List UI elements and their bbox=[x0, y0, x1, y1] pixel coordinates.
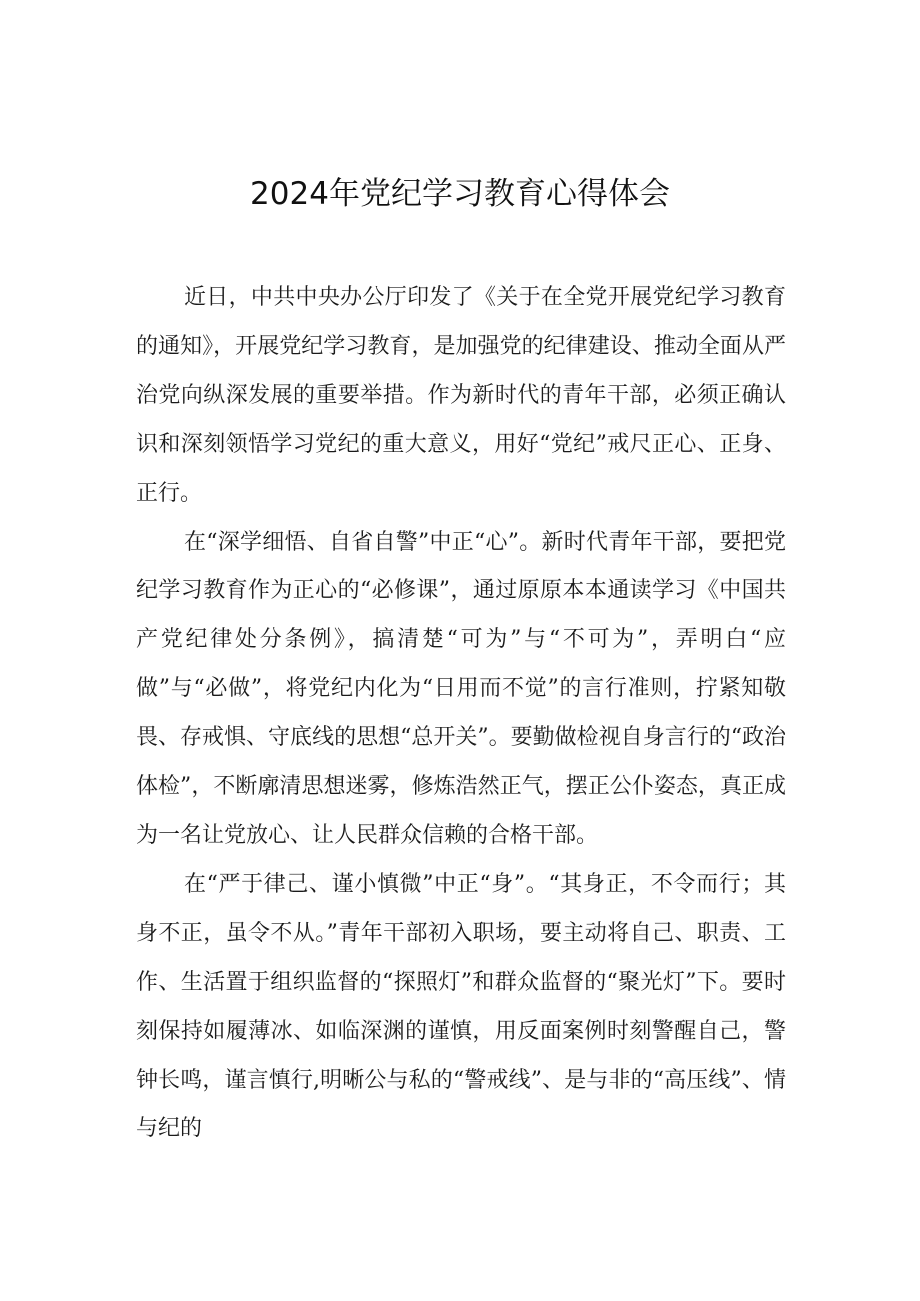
paragraph-intro: 近日，中共中央办公厅印发了《关于在全党开展党纪学习教育的通知》，开展党纪学习教育，是加强党的纪律建设、推动全面从严治党向纵深发展的重要举措。作为新时代的青年干部，必须正确认识和深刻领悟学习党纪的重大意义，用好“党纪”戒尺正心、正身、正行。 bbox=[136, 285, 786, 506]
paragraph-heart: 在“深学细悟、自省自警”中正“心”。新时代青年干部，要把党纪学习教育作为正心的“必修课”，通过原原本本通读学习《中国共产党纪律处分条例》，搞清楚“可为”与“不可为”，弄明白“应做”与“必做”，将党纪内化为“日用而不觉”的言行准则，拧紧知敬畏、存戒惧、守底线的思想“总开关”。要勤做检视自身言行的“政治体检”，不断廓清思想迷雾，修炼浩然正气，摆正公仆姿态，真正成为一名让党放心、让人民群众信赖的合格干部。 bbox=[136, 529, 786, 848]
document-title: 2024年党纪学习教育心得体会 bbox=[250, 176, 670, 212]
document-body bbox=[136, 274, 786, 1154]
paragraph-body: 在“严于律己、谨小慎微”中正“身”。“其身正，不令而行；其身不正，虽令不从。”青年干部初入职场，要主动将自己、职责、工作、生活置于组织监督的“探照灯”和群众监督的“聚光灯”下。要时刻保持如履薄冰、如临深渊的谨慎，用反面案例时刻警醒自己，警钟长鸣，谨言慎行,明晰公与私的“警戒线”、是与非的“高压线”、情与纪的 bbox=[136, 871, 786, 1142]
